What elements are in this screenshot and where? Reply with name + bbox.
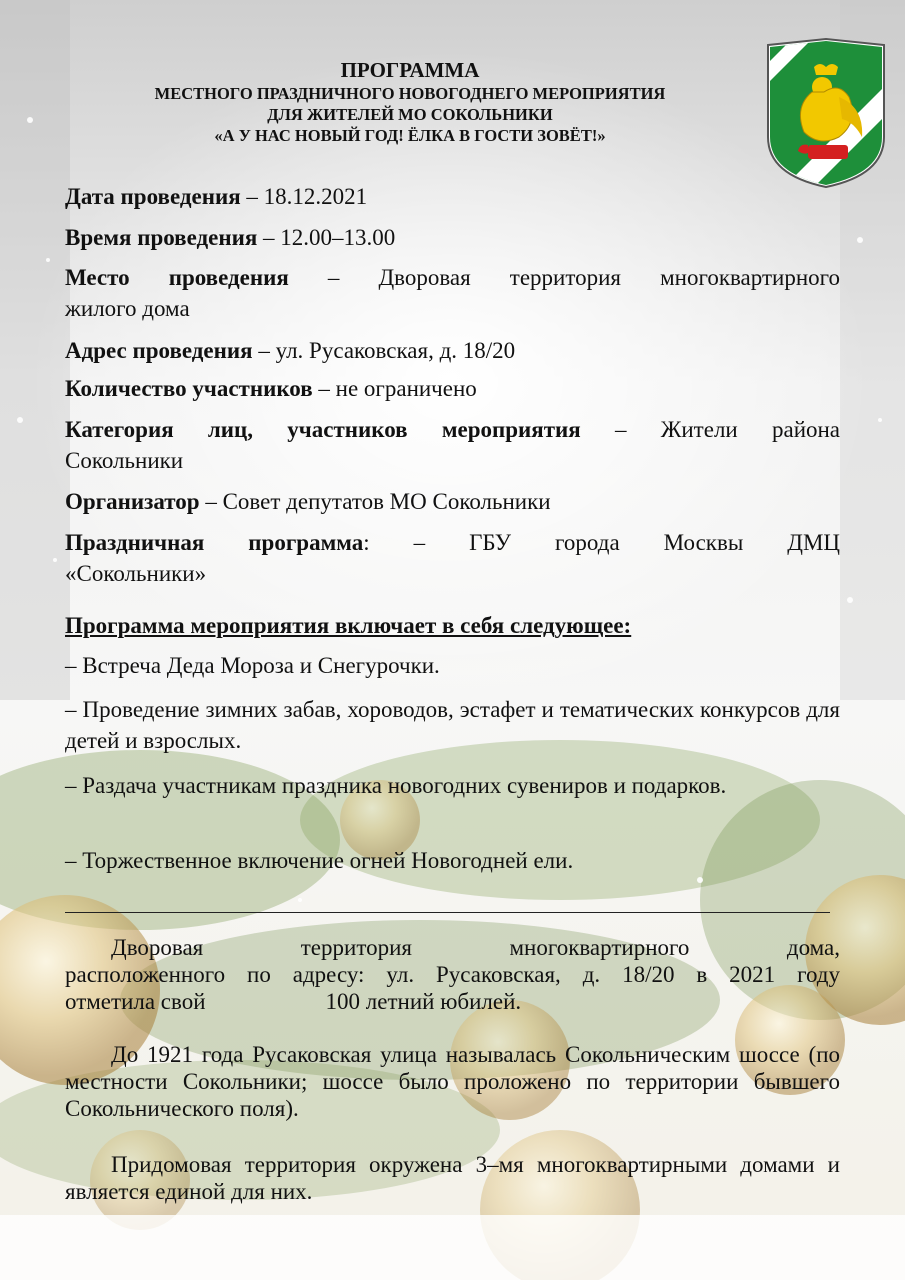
- divider-line: [65, 912, 830, 913]
- history-paragraph-2: До 1921 года Русаковская улица называлась Сокольническим шоссе (по местности Сокольники; шоссе было проложено по территории бывшего Сокольнического поля).: [65, 1042, 840, 1121]
- field-place-line-1: [65, 262, 840, 293]
- field-date: [65, 181, 840, 212]
- header-line-1: МЕСТНОГО ПРАЗДНИЧНОГО НОВОГОДНЕГО МЕРОПРИЯТИЯ: [154, 84, 666, 103]
- field-count-value: не ограничено: [335, 376, 477, 401]
- field-category: [65, 414, 840, 476]
- field-program-line-1: [65, 527, 840, 558]
- history-p1-line-3: [65, 988, 840, 1015]
- field-time-value: 12.00–13.00: [280, 225, 396, 250]
- field-place-sep: –: [288, 265, 379, 290]
- field-place-value-1: Дворовая территория многоквартирного: [378, 265, 840, 290]
- program-item-2: – Проведение зимних забав, хороводов, эстафет и тематических конкурсов для детей и взрослых.: [65, 697, 840, 753]
- field-address-label: Адрес проведения: [65, 338, 253, 363]
- history-paragraph-1: [65, 934, 840, 1015]
- coat-of-arms-icon: [764, 37, 888, 189]
- field-time: [65, 222, 840, 253]
- program-section-title: Программа мероприятия включает в себя следующее:: [65, 613, 632, 638]
- field-category-label: Категория лиц, участников мероприятия: [65, 417, 581, 442]
- history-p1-line-2: расположенного по адресу: ул. Русаковская, д. 18/20 в 2021 году: [65, 962, 840, 987]
- field-category-line-1: [65, 414, 840, 445]
- history-paragraph-3: Придомовая территория окружена 3–мя многоквартирными домами и является единой для них.: [65, 1152, 840, 1204]
- field-date-sep: –: [240, 184, 264, 209]
- history-p1-line-3a: отметила свой: [65, 989, 206, 1014]
- field-time-label: Время проведения: [65, 225, 258, 250]
- field-program-value-2: «Сокольники»: [65, 561, 207, 586]
- program-item-3: – Раздача участникам праздника новогодних сувениров и подарков.: [65, 773, 727, 798]
- field-place-label: Место проведения: [65, 265, 289, 290]
- field-organizer-label: Организатор: [65, 489, 200, 514]
- field-place: [65, 262, 840, 324]
- field-count: [65, 373, 840, 404]
- page-title: ПРОГРАММА: [340, 58, 480, 82]
- field-address-value: ул. Русаковская, д. 18/20: [275, 338, 516, 363]
- history-p1-line-1: Дворовая территория многоквартирного дома,: [111, 935, 840, 960]
- header-line-2: ДЛЯ ЖИТЕЛЕЙ МО СОКОЛЬНИКИ: [267, 105, 553, 124]
- document-header: [65, 57, 755, 146]
- program-item-1: – Встреча Деда Мороза и Снегурочки.: [65, 653, 440, 678]
- field-place-value-2: жилого дома: [65, 296, 190, 321]
- header-line-3: «А У НАС НОВЫЙ ГОД! ЁЛКА В ГОСТИ ЗОВЁТ!»: [214, 126, 606, 145]
- field-organizer-sep: –: [199, 489, 223, 514]
- field-time-sep: –: [257, 225, 281, 250]
- field-category-value-2: Сокольники: [65, 448, 184, 473]
- field-category-sep: –: [580, 417, 661, 442]
- field-program-value-1: ГБУ города Москвы ДМЦ: [469, 530, 840, 555]
- program-item-4: – Торжественное включение огней Новогодней ели.: [65, 848, 574, 873]
- field-category-value-1: Жители района: [660, 417, 841, 442]
- field-program: [65, 527, 840, 589]
- field-count-label: Количество участников: [65, 376, 313, 401]
- field-program-sep: : –: [363, 530, 470, 555]
- field-date-value: 18.12.2021: [263, 184, 368, 209]
- field-address-sep: –: [252, 338, 276, 363]
- field-program-label: Праздничная программа: [65, 530, 364, 555]
- field-date-label: Дата проведения: [65, 184, 241, 209]
- history-p1-line-3b: 100 летний юбилей.: [325, 989, 522, 1014]
- field-count-sep: –: [312, 376, 336, 401]
- field-organizer-value: Совет депутатов МО Сокольники: [222, 489, 551, 514]
- field-organizer: [65, 486, 840, 517]
- field-address: [65, 335, 840, 366]
